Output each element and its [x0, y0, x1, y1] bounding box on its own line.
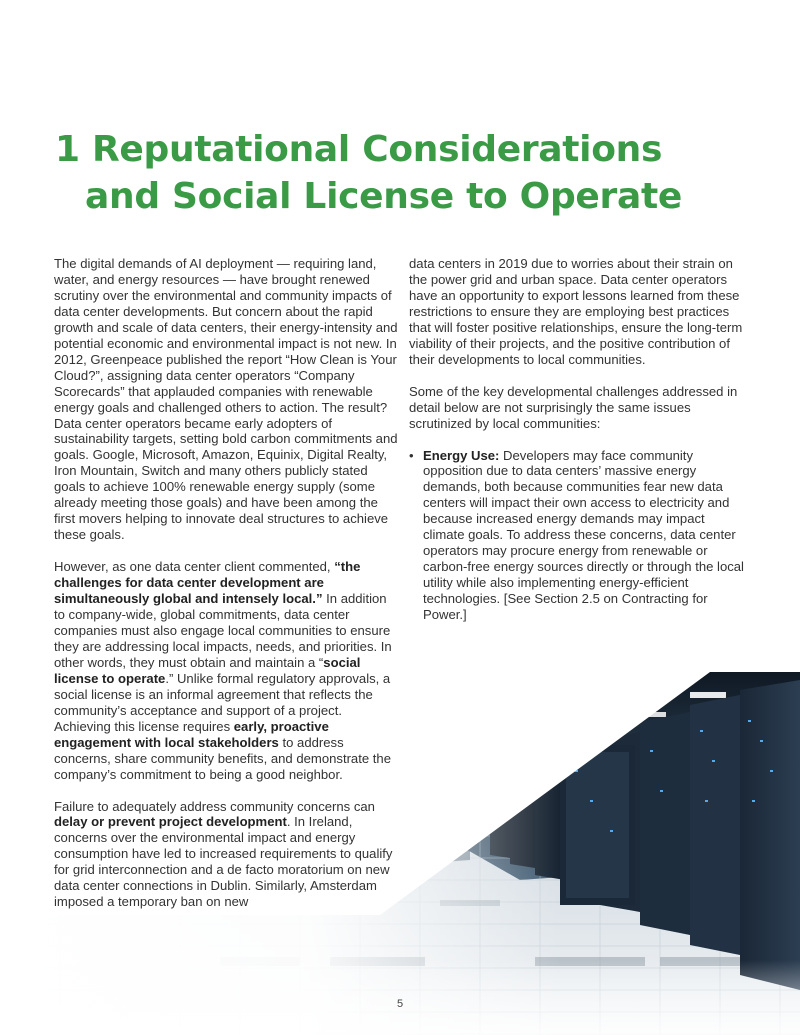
bullet-text: Developers may face community opposition due to data centers’ massive energy demands, both because communities fear new data centers will impact their own access to electricity and because increased energy demands may impact climate goals. To address these concerns, data center operators may procure energy from renewable or carbon-free energy sources directly or through the local utility while also implementing energy-efficient technologies. [See Section 2.5 on Contracting for Power.]: [423, 447, 744, 623]
page-title: [55, 126, 682, 220]
text-run: Failure to adequately address community concerns can: [54, 798, 375, 814]
text-run: .” Unlike formal regulatory approvals, a social license is an informal agreement that reflects the community’s acceptance and support of a project. Achieving this license requires: [54, 670, 391, 734]
list-item-energy-use: [409, 448, 749, 623]
text-run: . In Ireland, concerns over the environmental impact and energy consumption have led to increased requirements to qualify for grid interconnection and a de facto moratorium on new data center connections in Dublin. Similarly, Amsterdam imposed a temporary ban on new: [54, 814, 393, 910]
left-column: [54, 256, 399, 926]
challenges-list: [409, 448, 749, 623]
paragraph-failure: [54, 799, 399, 911]
term-delay-development: delay or prevent project development: [54, 814, 287, 830]
right-column: [409, 256, 749, 623]
text-run: In addition to company-wide, global commitments, data center companies must also engage local communities to ensure they are addressing local impacts, needs, and priorities. In other words, they must obtain and maintain a “: [54, 591, 392, 670]
term-social-license: social license to operate: [54, 654, 361, 686]
bullet-label: Energy Use:: [423, 447, 500, 463]
paragraph-amsterdam: data centers in 2019 due to worries about their strain on the power grid and urban space. Data center operators have an opportunity to export lessons learned from these restrictions to ensure they are employing best practices that will foster positive relationships, ensure the long-term viability of their projects, and the positive contribution of their developments to local communities.: [409, 256, 743, 367]
text-run: However, as one data center client commented,: [54, 559, 335, 575]
quote-global-local: “the challenges for data center development are simultaneously global and intensely local.”: [54, 559, 361, 607]
term-early-engagement: early, proactive engagement with local stakeholders: [54, 718, 329, 750]
page-title-line-2: and Social License to Operate: [85, 176, 683, 217]
paragraph-greenpeace: The digital demands of AI deployment — requiring land, water, and energy resources — have brought renewed scrutiny over the environmental and community impacts of data center developments. But concern about the rapid growth and scale of data centers, their energy-intensity and potential economic and environmental impact is not new. In 2012, Greenpeace published the report “How Clean is Your Cloud?”, assigning data center operators “Company Scorecards” that applauded companies with renewable energy goals and challenged others to action. The result? Data center operators became early adopters of sustainability targets, setting bold carbon commitments and goals. Google, Microsoft, Amazon, Equinix, Digital Realty, Iron Mountain, Switch and many others publicly stated goals to achieve 100% renewable energy supply (some already meeting those goals) and have been among the first movers helping to innovate deal structures to achieve these goals.: [54, 256, 398, 543]
page-number: 5: [396, 998, 404, 1010]
page-title-line-1: 1 Reputational Considerations: [55, 129, 663, 170]
paragraph-social-license: [54, 559, 399, 782]
text-run: to address concerns, share community benefits, and demonstrate the company’s commitment to being a good neighbor.: [54, 734, 391, 782]
paragraph-challenges-intro: Some of the key developmental challenges addressed in detail below are not surprisingly the same issues scrutinized by local communities:: [409, 383, 738, 431]
